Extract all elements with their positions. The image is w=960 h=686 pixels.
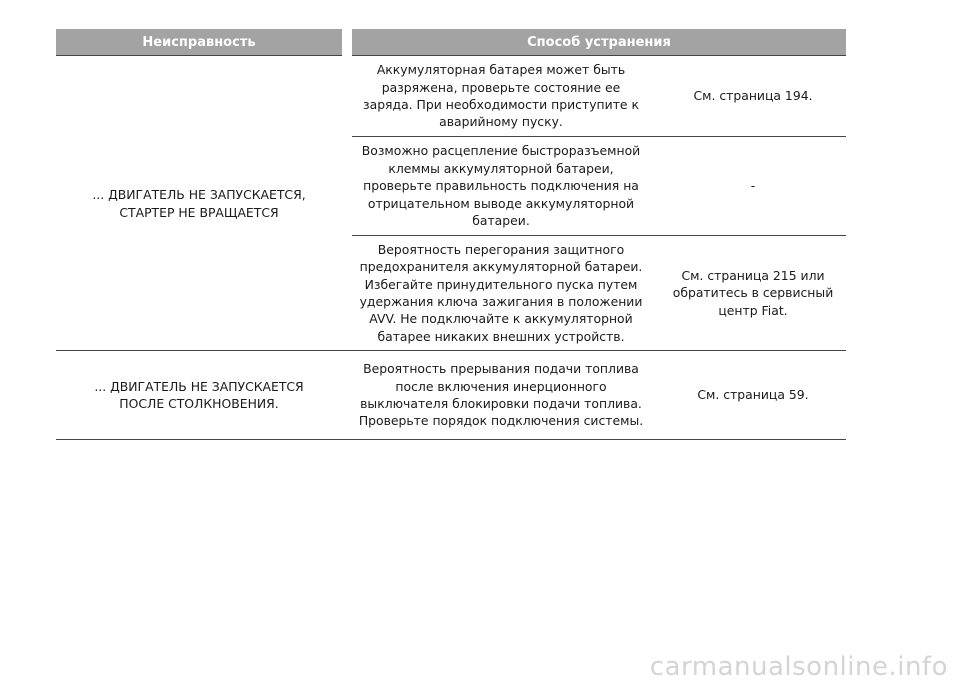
reference-cell: См. страница 59. xyxy=(697,387,809,403)
fault-cell: ... ДВИГАТЕЛЬ НЕ ЗАПУСКАЕТСЯ, СТАРТЕР НЕ ВРАЩАЕТСЯ xyxy=(92,187,306,220)
header-remedy: Способ устранения xyxy=(352,29,846,55)
reference-cell: - xyxy=(750,178,756,194)
remedy-cell: Вероятность перегорания защитного предохранителя аккумуляторной батареи. Избегайте принудительного пуска путем удержания ключа зажигания в положении AVV. Не подключайте к аккумуляторной батарее никаких внешних устройств. xyxy=(359,241,643,344)
fault-cell: ... ДВИГАТЕЛЬ НЕ ЗАПУСКАЕТСЯ ПОСЛЕ СТОЛКНОВЕНИЯ. xyxy=(94,378,304,411)
remedy-cell: Возможно расцепление быстроразъемной клеммы аккумуляторной батареи, проверьте правильность подключения на отрицательном выводе аккумуляторной батареи. xyxy=(361,143,641,229)
reference-cell: См. страница 215 или обратитесь в сервисный центр Fiat. xyxy=(672,267,834,318)
reference-cell: См. страница 194. xyxy=(693,88,813,104)
remedy-cell: Вероятность прерывания подачи топлива после включения инерционного выключателя блокировки подачи топлива. Проверьте порядок подключения системы. xyxy=(358,361,644,429)
site-watermark: carmanualsonline.info xyxy=(649,652,948,682)
table-bottom-border xyxy=(56,439,846,440)
header-fault: Неисправность xyxy=(56,29,342,55)
remedy-cell: Аккумуляторная батарея может быть разряжена, проверьте состояние ее заряда. При необходимости приступите к аварийному пуску. xyxy=(363,62,639,130)
